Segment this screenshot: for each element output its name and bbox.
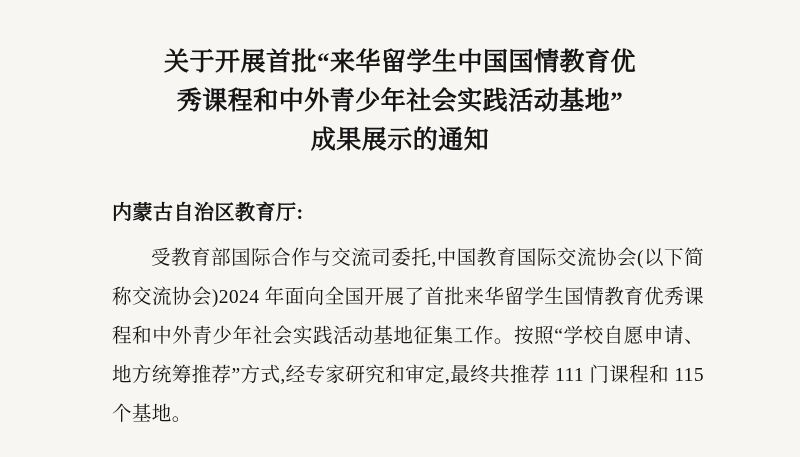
- recipient-line: 内蒙古自治区教育厅:: [112, 202, 304, 225]
- title-line-3: 成果展示的通知: [310, 126, 490, 154]
- page-title: [0, 0, 800, 160]
- document-body: [0, 225, 800, 434]
- body-paragraph-1: 受教育部国际合作与交流司委托,中国教育国际交流协会(以下简称交流协会)2024 年面向全国开展了首批来华留学生国情教育优秀课程和中外青少年社会实践活动基地征集工作。按照“学校自愿申请、地方统筹推荐”方式,经专家研究和审定,最终共推荐 111 门课程和 115 个基地。: [112, 248, 704, 426]
- title-line-1: 关于开展首批“来华留学生中国国情教育优: [163, 49, 636, 76]
- title-line-2: 秀课程和中外青少年社会实践活动基地”: [176, 87, 624, 115]
